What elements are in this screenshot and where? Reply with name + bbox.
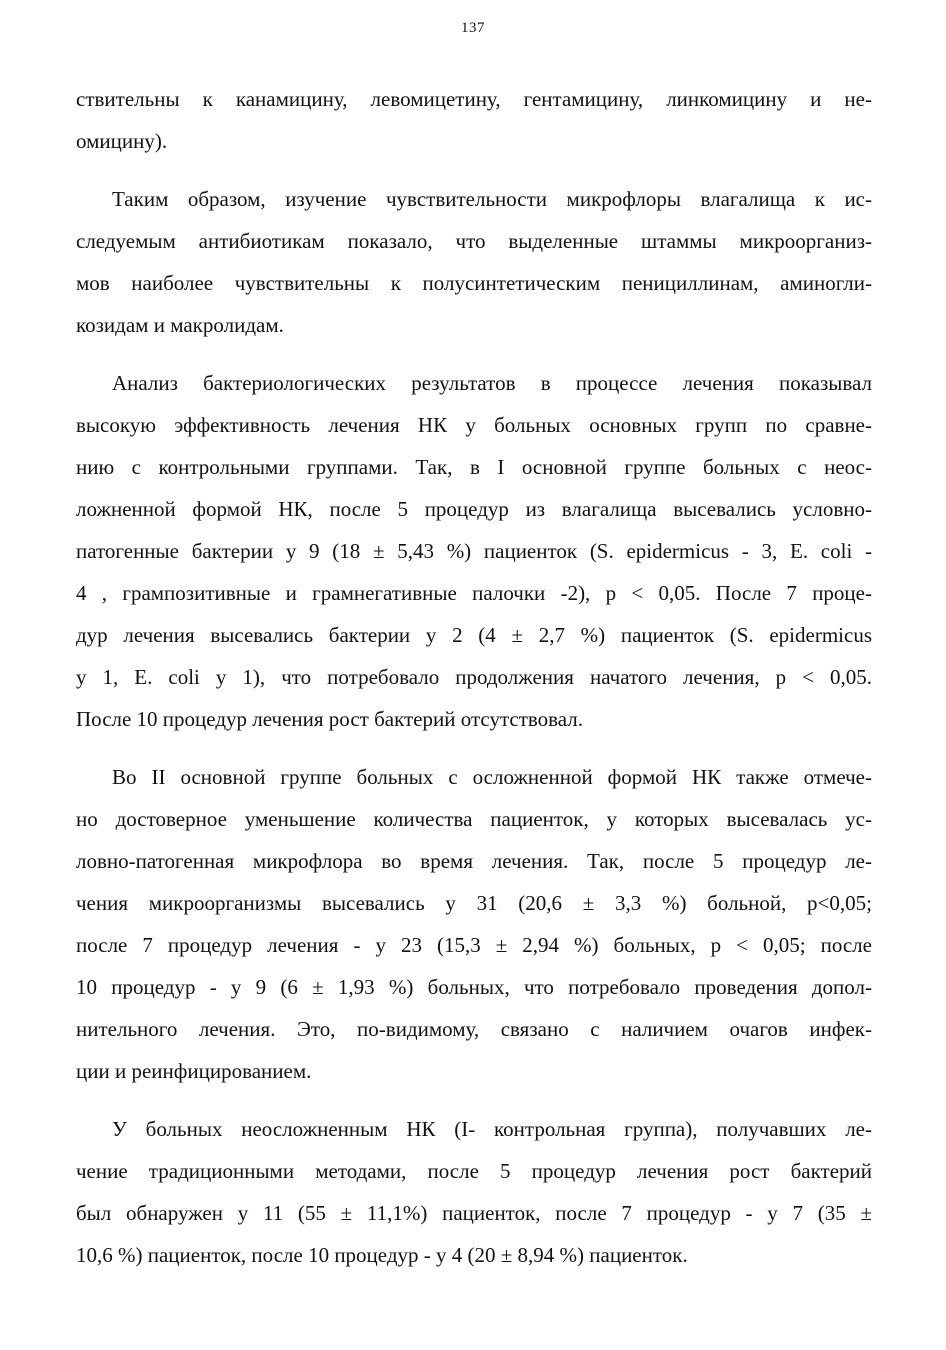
text-line: дур лечения высевались бактерии у 2 (4 ± 2,7 %) пациенток (S. epidermicus: [76, 623, 872, 647]
text-line: следуемым антибиотикам показало, что выделенные штаммы микроорганиз-: [76, 229, 872, 253]
text-line: чение традиционными методами, после 5 процедур лечения рост бактерий: [76, 1159, 872, 1183]
text-line: чения микроорганизмы высевались у 31 (20,6 ± 3,3 %) больной, p<0,05;: [76, 891, 872, 915]
text-line: Таким образом, изучение чувствительности микрофлоры влагалища к ис-: [112, 187, 872, 211]
page-number: 137: [461, 20, 485, 36]
text-line: мов наиболее чувствительны к полусинтетическим пенициллинам, аминогли-: [76, 271, 872, 295]
text-line: ствительны к канамицину, левомицетину, гентамицину, линкомицину и не-: [76, 87, 872, 111]
text-line: омицину).: [76, 129, 168, 153]
text-line: 4 , грампозитивные и грамнегативные палочки -2), p < 0,05. После 7 проце-: [76, 581, 872, 605]
paragraph-control-group-results: [76, 1108, 872, 1276]
text-line: ции и реинфицированием.: [76, 1059, 312, 1083]
text-line: У больных неосложненным НК (I- контрольная группа), получавших ле-: [112, 1117, 872, 1141]
text-line: 10 процедур - у 9 (6 ± 1,93 %) больных, что потребовало проведения допол-: [76, 975, 872, 999]
text-line: у 1, E. coli у 1), что потребовало продолжения начатого лечения, p < 0,05.: [76, 665, 872, 689]
paragraph-group-two-results: [76, 756, 872, 1092]
paragraph-antibiotic-list: [76, 78, 872, 162]
text-line: Во II основной группе больных с осложненной формой НК также отмече-: [112, 765, 872, 789]
text-line: козидам и макролидам.: [76, 313, 284, 337]
text-line: ложненной формой НК, после 5 процедур из влагалища высевались условно-: [76, 497, 872, 521]
document-body: [76, 78, 872, 1292]
text-line: 10,6 %) пациенток, после 10 процедур - у 4 (20 ± 8,94 %) пациенток.: [76, 1243, 688, 1267]
text-line: высокую эффективность лечения НК у больных основных групп по сравне-: [76, 413, 872, 437]
text-line: был обнаружен у 11 (55 ± 11,1%) пациенток, после 7 процедур - у 7 (35 ±: [76, 1201, 872, 1225]
text-line: но достоверное уменьшение количества пациенток, у которых высевалась ус-: [76, 807, 872, 831]
paragraph-sensitivity-summary: [76, 178, 872, 346]
text-line: После 10 процедур лечения рост бактерий отсутствовал.: [76, 707, 584, 731]
text-line: патогенные бактерии у 9 (18 ± 5,43 %) пациенток (S. epidermicus - 3, E. coli -: [76, 539, 872, 563]
text-line: после 7 процедур лечения - у 23 (15,3 ± 2,94 %) больных, p < 0,05; после: [76, 933, 872, 957]
text-line: нительного лечения. Это, по-видимому, связано с наличием очагов инфек-: [76, 1017, 872, 1041]
paragraph-group-one-results: [76, 362, 872, 740]
text-line: ловно-патогенная микрофлора во время лечения. Так, после 5 процедур ле-: [76, 849, 872, 873]
text-line: Анализ бактериологических результатов в процессе лечения показывал: [112, 371, 872, 395]
text-line: нию с контрольными группами. Так, в I основной группе больных с неос-: [76, 455, 872, 479]
